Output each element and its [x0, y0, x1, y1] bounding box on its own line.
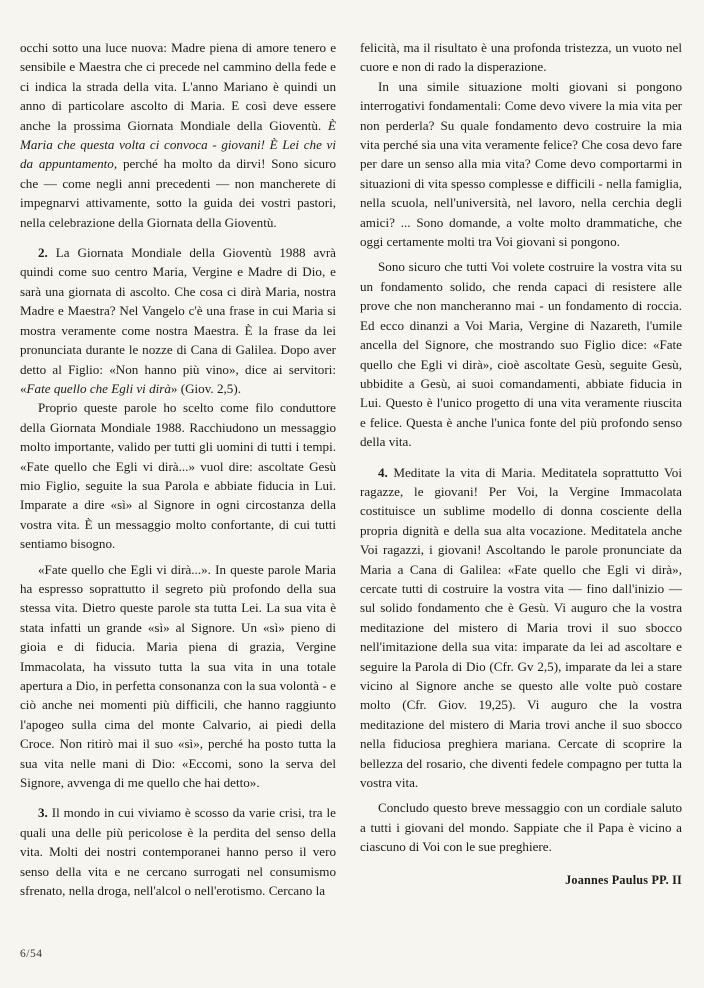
italic-quote: Fate quello che Egli vi dirà — [26, 380, 171, 396]
paragraph-intro: occhi sotto una luce nuova: Madre piena di amore tenero e sensibile e Maestra che ci precede nel cammino della fede e ci indica la strada della vita. L'anno Mariano è quindi un anno di particolare ascolto di Maria. E così deve essere anche la prossima Giornata Mondiale della Gioventù. È Maria che questa volta ci convoca - giovani! È Lei che vi da appuntamento, perché ha molto da dirvi! Sono sicuro che — come negli anni precedenti — non mancherete di impegnarvi attivamente, sotto la guida dei vostri pastori, nella celebrazione della Giornata della Gioventù. — [20, 40, 336, 230]
paragraph-conclusion: Concludo questo breve messaggio con un cordiale saluto a tutti i giovani del mondo. Sappiate che il Papa è vicino a ciascuno di Voi con le sue preghiere. — [360, 800, 682, 855]
section-number: 2. — [38, 245, 48, 261]
right-column — [360, 38, 682, 890]
section-number: 4. — [378, 464, 388, 480]
section-3: 3. Il mondo in cui viviamo è scosso da varie crisi, tra le quali una delle più pericolose è la perdita del senso della vita. Molti dei nostri contemporanei hanno perso il vero senso della vita e ne cercano surrogati nel consumismo sfrenato, nella droga, nell'alcol o nell'erotismo. Cercano la — [20, 805, 336, 899]
section-4: 4. Meditate la vita di Maria. Meditatela soprattutto Voi ragazze, le giovani! Per Voi, la Vergine Immacolata costituisce un sublime modello di donna cosciente della propria dignità e della sua alta vocazione. Meditatela anche Voi ragazzi, i giovani! Ascoltando le parole pronunciate da Maria a Cana di Galilea: «Fate quello che Egli vi dirà», cercate tutti di costruire la vostra vita — fino dall'inizio — sul solido fondamento che è Gesù. Vi auguro che la vostra meditazione del mistero di Maria trovi il suo sbocco nell'imitazione della sua vita: imparate da lei ad ascoltare e seguire la Parola di Dio (Cfr. Gv 2,5), imparate da lei a stare vicino al Signore anche se questo alle volte può costare molto (Cfr. Giov. 19,25). Vi auguro che la vostra meditazione del mistero di Maria trovi anche il suo sbocco nella fiduciosa preghiera mariana. Cercate di scoprire la bellezza del rosario, che diventi fedele compagno per tutta la vostra vita. — [360, 464, 682, 791]
section-number: 3. — [38, 805, 48, 821]
paragraph-maria-secret: «Fate quello che Egli vi dirà...». In queste parole Maria ha espresso soprattutto il segreto più profondo della sua stessa vita. Dietro queste parole sta tutta Lei. La sua vita è stata infatti un grande «sì» al Signore. Un «sì» pieno di gioia e di fiducia. Maria piena di grazia, Vergine Immacolata, ha vissuto tutta la sua vita in una totale apertura a Dio, in perfetta consonanza con la sua volontà - e ciò anche nei momenti più difficili, che hanno raggiunto l'apogeo sulla cima del monte Calvario, ai piedi della Croce. Non ritirò mai il suo «sì», perché ha posto tutta la sua vita nelle mani di Dio: «Eccomi, sono la serva del Signore, avvenga di me quello che hai detto». — [20, 561, 336, 791]
signature: Joannes Paulus PP. II — [565, 872, 682, 887]
paragraph-questions: In una simile situazione molti giovani si pongono interrogativi fondamentali: Come devo vivere la mia vita per non perderla? Su quale fondamento devo costruire la mia vita perché sia una vita veramente felice? Che cosa devo fare per dare un senso alla mia vita? Come devo comportarmi in situazioni di vita spesso complesse e difficili - nella famiglia, nella scuola, nell'università, nel lavoro, nella cerchia degli amici? ... Sono domande, a volte molto drammatiche, che oggi certamente molti tra Voi giovani si pongono. — [360, 78, 682, 250]
page-number: 6/54 — [20, 948, 43, 960]
paragraph-foundation: Sono sicuro che tutti Voi volete costruire la vostra vita su un fondamento solido, che renda capaci di resistere alle prove che non mancheranno mai - un fondamento di roccia. Ed ecco dinanzi a Voi Maria, Vergine di Nazareth, l'umile ancella del Signore, che mostrando suo Figlio dice: «Fate quello che Egli vi dirà», cioè ascoltate Gesù, seguite Gesù, ubbidite a Gesù, ai suoi comandamenti, abbiate fiducia in Lui. Questo è l'unico progetto di una vita veramente riuscita e felice. Questa è anche l'unica fonte del più profondo senso della vita. — [360, 259, 682, 450]
section-2: 2. La Giornata Mondiale della Gioventù 1988 avrà quindi come suo centro Maria, Vergine e Madre di Dio, e sarà una giornata di ascolto. Che cosa ci dirà Maria, nostra Madre e Maestra? Nel Vangelo c'è una frase in cui Maria si mostra veramente come nostra Maestra. È la frase da lei pronunciata durante le nozze di Cana di Galilea. Dopo aver detto al Figlio: «Non hanno più vino», dice ai servitori: «Fate quello che Egli vi dirà» (Giov. 2,5). — [20, 245, 336, 396]
italic-quote: È Maria che questa volta ci convoca - giovani! È Lei che vi da appuntamento, — [20, 117, 336, 172]
paragraph-message: Proprio queste parole ho scelto come filo conduttore della Giornata Mondiale 1988. Racchiudono un messaggio molto importante, valido per tutti gli uomini di tutti i tempi. «Fate quello che Egli vi dirà...» vuol dire: ascoltate Gesù mio Figlio, seguite la sua Parola e abbiate fiducia in Lui. Imparate a dire «sì» al Signore in ogni circostanza della vostra vita. È un messaggio molto confortante, di cui tutti sentiamo bisogno. — [20, 400, 336, 552]
left-column — [20, 38, 336, 900]
paragraph-continuation: felicità, ma il risultato è una profonda tristezza, un vuoto nel cuore e non di rado la disperazione. — [360, 40, 682, 75]
